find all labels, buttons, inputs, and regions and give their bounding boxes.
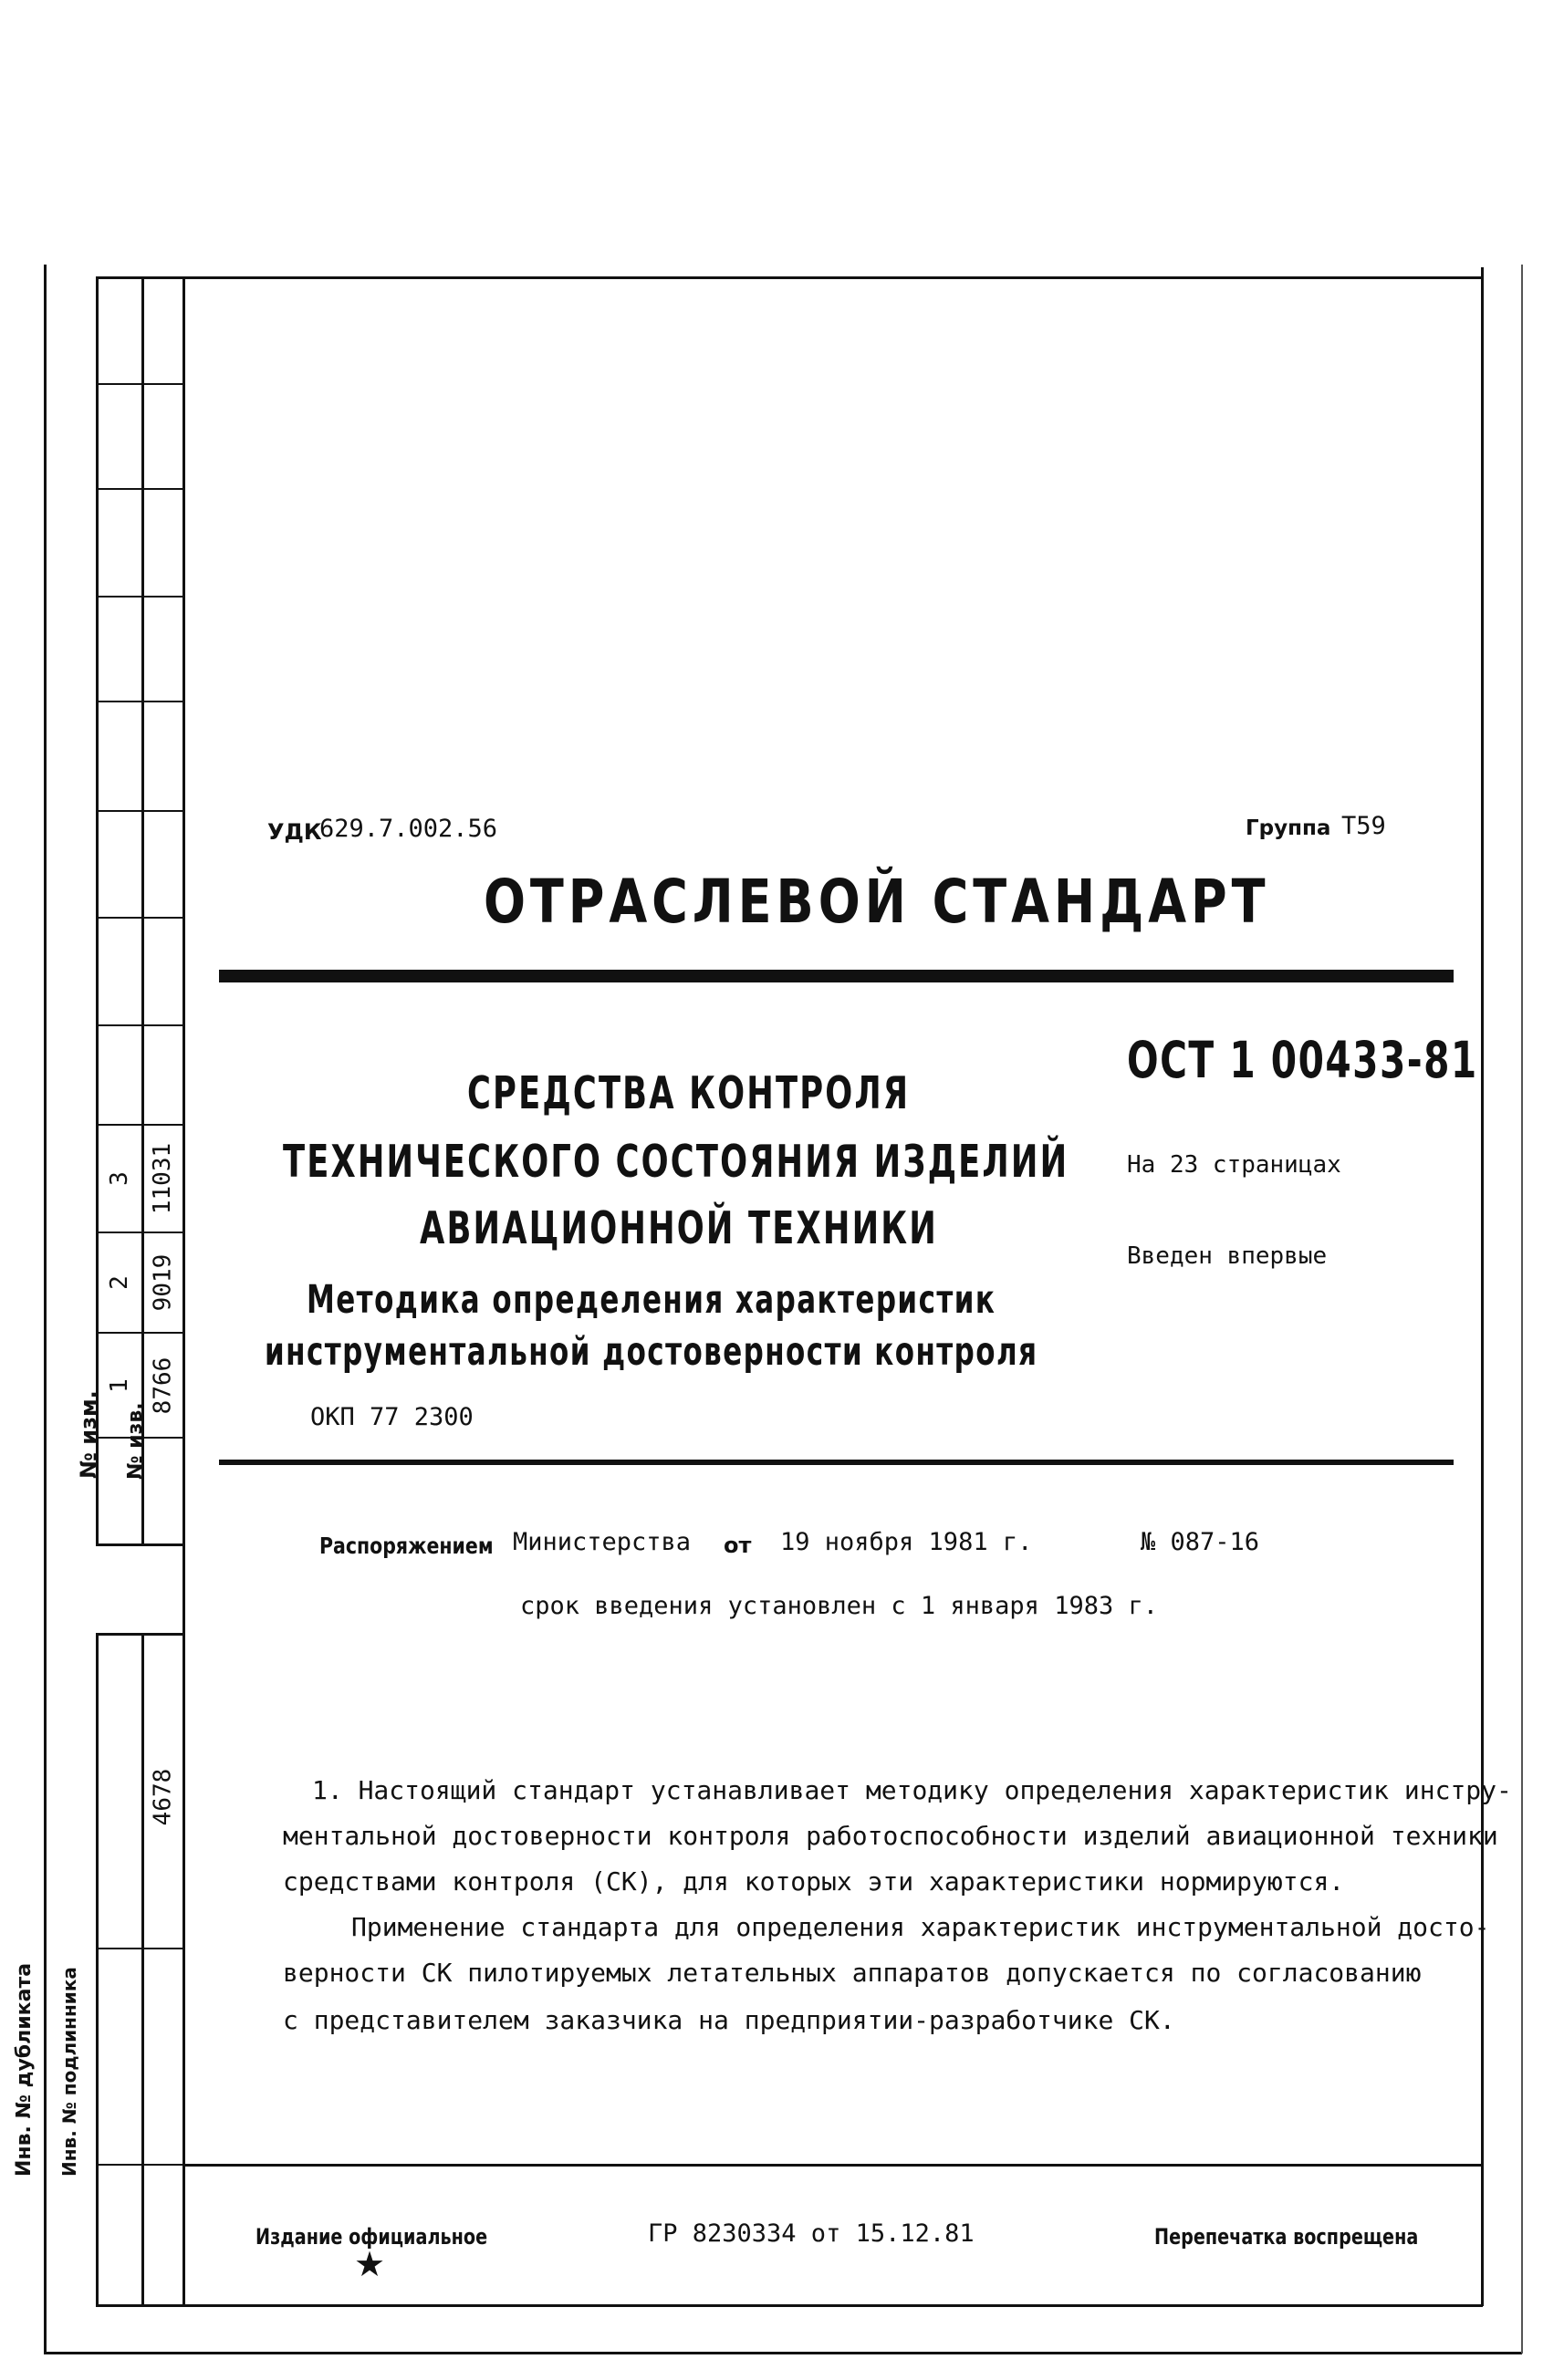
main-field-border [182,276,185,2306]
stamp-row-line [96,596,182,598]
stamp-row-line [96,383,182,385]
document-title: ОТРАСЛЕВОЙ СТАНДАРТ [484,867,1270,937]
outer-right-border [1521,265,1523,2354]
order-number: № 087-16 [1141,1528,1260,1556]
notice-value: 9019 [149,1253,177,1312]
original-inventory-label: Инв. № подлинника [57,1967,80,2177]
frame-bottom-border [96,2304,1483,2307]
footer-top-border [182,2164,1483,2167]
pages-count: На 23 страницах [1127,1151,1341,1179]
stamp-row-line [96,810,182,812]
paragraph-2-line-1: Применение стандарта для определения характеристик инструментальной досто- [351,1912,1490,1942]
udk-value: 629.7.002.56 [319,815,498,843]
order-label: Распоряжением [319,1533,494,1559]
frame-right-border [1481,267,1484,2306]
paragraph-2-line-2: верности СК пилотируемых летательных аппаратов допускается по согласованию [283,1958,1422,1988]
outer-bottom-border [44,2352,1522,2354]
notice-cell-1 [143,1334,182,1437]
group-value: Т59 [1341,812,1386,840]
stamp-row-line [96,1633,182,1636]
change-value: 3 [106,1171,133,1186]
okp-code: ОКП 77 2300 [310,1403,474,1431]
order-date: 19 ноября 1981 г. [780,1528,1033,1556]
paragraph-1-line-3: средствами контроля (СК), для которых эти характеристики нормируются. [283,1866,1345,1897]
stamp-row-line [96,1543,182,1546]
notice-value: 8766 [149,1356,177,1414]
title-thick-rule [219,970,1454,982]
notice-cell-2 [143,1233,182,1332]
introduction-status: Введен впервые [1127,1242,1328,1270]
subject-bottom-rule [219,1460,1454,1465]
change-value: 2 [106,1275,133,1290]
change-cell-2 [98,1233,141,1332]
change-cell-1 [98,1334,141,1437]
notice-number-label: № изв. [124,1402,148,1480]
official-edition: Издание официальное [255,2224,488,2250]
original-inventory-value: 4678 [149,1768,177,1826]
subject-line-5: инструментальной достоверности контроля [265,1329,1038,1375]
original-inventory-label-cell [57,1967,182,2304]
subject-line-4: Методика определения характеристик [307,1277,996,1323]
udk-label: УДК [267,819,322,845]
paragraph-1-line-2: ментальной достоверности контроля работоспособности изделий авиационной техники [283,1821,1498,1851]
paragraph-2-line-3: с представителем заказчика на предприятии-разработчике СК. [283,2005,1175,2035]
subject-line-2: ТЕХНИЧЕСКОГО СОСТОЯНИЯ ИЗДЕЛИЙ [283,1136,1069,1188]
order-from: от [724,1533,752,1558]
state-registration: ГР 8230334 от 15.12.81 [648,2219,975,2248]
duplicate-inventory-label: Инв. № дубликата [12,1962,36,2177]
change-number-label: № изм. [75,1389,101,1479]
paragraph-1-line-1: 1. Настоящий стандарт устанавливает методику определения характеристик инстру- [312,1775,1512,1805]
introduction-date: срок введения установлен с 1 января 1983 г. [520,1592,1158,1620]
star-icon: ★ [354,2244,386,2284]
notice-cell-3 [143,1126,182,1232]
stamp-row-line [96,701,182,702]
stamp-row-line [96,917,182,919]
subject-line-1: СРЕДСТВА КОНТРОЛЯ [467,1067,911,1119]
change-cell-3 [98,1126,141,1232]
standard-designation: ОСТ 1 00433-81 [1127,1031,1478,1089]
notice-number-label-cell [124,1402,182,1543]
order-ministry: Министерства [513,1528,692,1556]
stamp-row-line [96,488,182,490]
frame-top-border [96,276,1483,279]
stamp-row-line [96,1948,182,1949]
subject-line-3: АВИАЦИОННОЙ ТЕХНИКИ [420,1202,938,1254]
reprint-prohibited: Перепечатка воспрещена [1154,2224,1419,2250]
notice-value: 11031 [149,1142,177,1215]
outer-left-border [44,265,47,2354]
change-value: 1 [106,1377,133,1393]
group-label: Группа [1246,816,1331,840]
stamp-row-line [96,1024,182,1026]
original-inventory-value-cell [143,1733,182,1861]
